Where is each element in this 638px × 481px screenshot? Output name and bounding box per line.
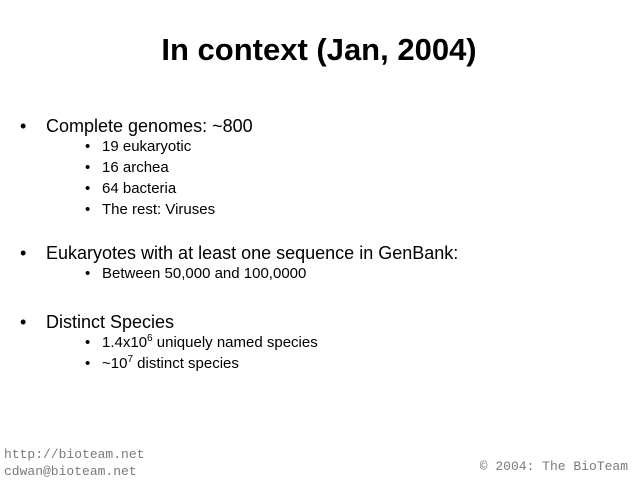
bullet-text: Complete genomes: ~800 bbox=[46, 116, 253, 136]
bullet-icon: • bbox=[85, 159, 91, 176]
footer-copyright: © 2004: The BioTeam bbox=[479, 459, 628, 474]
bullet-icon: • bbox=[85, 180, 91, 197]
sub-bullet-text: Between 50,000 and 100,0000 bbox=[102, 265, 307, 282]
bullet-icon: • bbox=[20, 116, 27, 136]
bullet-icon: • bbox=[20, 243, 27, 263]
bullet-icon: • bbox=[85, 265, 91, 282]
slide-title: In context (Jan, 2004) bbox=[161, 32, 477, 67]
bullet-text: Eukaryotes with at least one sequence in GenBank: bbox=[46, 243, 459, 263]
bullet-icon: • bbox=[85, 201, 91, 218]
exponent: 7 bbox=[127, 354, 134, 365]
sub-bullet-text: The rest: Viruses bbox=[102, 201, 216, 218]
suffix-text: uniquely named species bbox=[152, 334, 318, 351]
sub-bullet-text: 64 bacteria bbox=[102, 180, 177, 197]
bullet-icon: • bbox=[20, 312, 27, 332]
sub-bullet-text: 16 archea bbox=[102, 159, 169, 176]
bullet-icon: • bbox=[85, 334, 91, 351]
sub-bullet-text: 19 eukaryotic bbox=[102, 138, 192, 155]
footer-url[interactable]: http://bioteam.net bbox=[4, 447, 145, 462]
base-text: ~10 bbox=[102, 355, 128, 372]
footer-email[interactable]: cdwan@bioteam.net bbox=[4, 464, 137, 479]
sub-bullet-text bbox=[102, 333, 318, 352]
exponent: 6 bbox=[147, 333, 153, 344]
bullet-text: Distinct Species bbox=[46, 312, 175, 332]
base-text: 1.4x10 bbox=[102, 334, 148, 351]
bullet-icon: • bbox=[85, 138, 91, 155]
bullet-icon: • bbox=[85, 355, 91, 372]
sub-bullet-text bbox=[102, 354, 239, 373]
suffix-text: distinct species bbox=[133, 355, 239, 372]
